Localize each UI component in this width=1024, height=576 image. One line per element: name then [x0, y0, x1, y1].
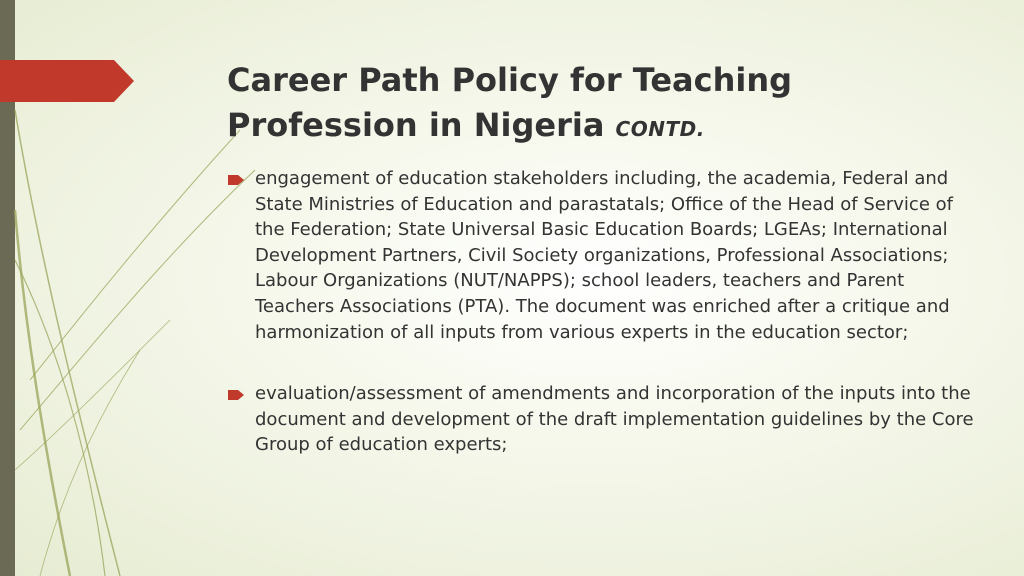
slide-title-text: Career Path Policy for Teaching Profession in Nigeria	[227, 61, 793, 144]
slide-title	[227, 58, 987, 152]
bullet-item	[228, 381, 988, 458]
arrow-bullet-icon	[228, 390, 244, 400]
bullet-item	[228, 166, 988, 345]
title-contd-label: CONTD.	[615, 117, 705, 141]
bullet-text: evaluation/assessment of amendments and incorporation of the inputs into the document and development of the draft implementation guidelines by the Core Group of education experts;	[255, 383, 974, 456]
bullet-list	[228, 166, 988, 458]
bullet-text: engagement of education stakeholders including, the academia, Federal and State Ministries of Education and parastatals; Office of the Head of Service of the Federation; State Universal Basic Education Boards; LGEAs; International Development Partners, Civil Society organizations, Professional Associations; Labour Organizations (NUT/NAPPS); school leaders, teachers and Parent Teachers Associations (PTA). The document was enriched after a critique and harmonization of all inputs from various experts in the education sector;	[255, 168, 953, 343]
arrow-bullet-icon	[228, 175, 244, 185]
title-flag-shape	[0, 60, 134, 102]
